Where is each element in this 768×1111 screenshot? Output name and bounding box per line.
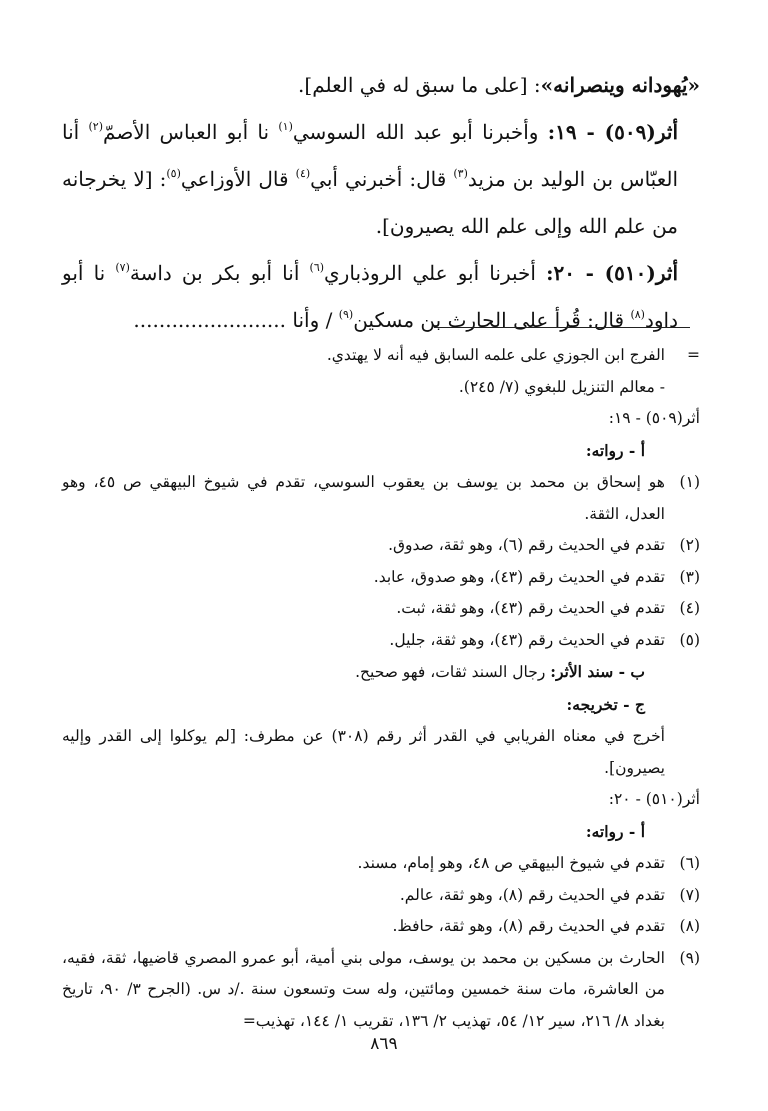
- sanad-label: ب - سند الأثر:: [550, 662, 645, 681]
- footnotes: [62, 340, 700, 1037]
- footnote-ref-4: (٤): [295, 167, 311, 180]
- footnote-item: [62, 593, 700, 625]
- continuation-dots: ........................: [133, 308, 286, 332]
- footnote-number: (٥): [679, 630, 700, 649]
- footnote-text: تقدم في الحديث رقم (٤٣)، وهو ثقة، ثبت.: [396, 599, 665, 617]
- athar-509-heading: أثر(٥٠٩) - ١٩:: [608, 409, 700, 427]
- footnote-text: تقدم في الحديث رقم (٨)، وهو ثقة، حافظ.: [392, 917, 665, 935]
- footnote-continuation: = الفرج ابن الجوزي على علمه السابق فيه أنه لا يهتدي.: [62, 340, 700, 372]
- footnote-text: تقدم في شيوخ البيهقي ص ٤٨، وهو إمام، مسند.: [357, 854, 665, 872]
- footnote-number: (٦): [679, 854, 700, 872]
- footnote-number: (٩): [679, 948, 700, 967]
- athar-509: أثر(٥٠٩) - ١٩: وأخبرنا أبو عبد الله السوسي$^{(١)}$ نا أبو العباس الأصمّ$^{(٢)}$ أنا العبّاس بن الوليد بن مزيد$^{(٣)}$ قال: أخبرني أبي$^{(٤)}$ قال الأوزاعي$^{(٥)}$: [لا يخرجانه من علم الله وإلى علم الله يصيرون].: [62, 120, 679, 238]
- footnote-item: [62, 880, 700, 912]
- footnote-item: [62, 530, 700, 562]
- narrators-heading-510: أ - رواته:: [585, 821, 645, 841]
- footnote-text: تقدم في الحديث رقم (٤٣)، وهو صدوق، عابد.: [373, 567, 665, 586]
- takhrij-text: أخرج في معناه الفريابي في القدر أثر رقم (٣٠٨) عن مطرف: [لم يوكلوا إلى القدر وإليه يصيرون].: [62, 727, 665, 777]
- footnote-item: [62, 625, 700, 657]
- maalim-reference: - معالم التنزيل للبغوي (٧/ ٢٤٥).: [458, 377, 665, 396]
- athar-510-label: أثر(٥١٠) - ٢٠:: [546, 261, 679, 285]
- continuation-mark: =: [687, 346, 700, 364]
- footnote-item: [62, 943, 700, 1038]
- athar-510-heading: أثر(٥١٠) - ٢٠:: [608, 790, 700, 808]
- athar-510: أثر(٥١٠) - ٢٠: أخبرنا أبو علي الروذباري$^{(٦)}$ أنا أبو بكر بن داسة$^{(٧)}$ نا أبو داود$^{(٨)}$ قال: قُرأ على الحارث بن مسكين$^{(٩)}$ / وأنا ........................: [62, 261, 679, 332]
- footnote-item: [62, 467, 700, 530]
- footnote-text: هو إسحاق بن محمد بن يوسف بن يعقوب السوسي، تقدم في شيوخ البيهقي ص ٤٥، وهو العدل، الثقة.: [62, 473, 665, 523]
- narrators-heading-509: أ - رواته:: [585, 440, 645, 460]
- footnote-number: (٨): [679, 917, 700, 935]
- footnote-ref-3: (٣): [453, 167, 468, 180]
- footnote-ref-8: (٨): [630, 308, 645, 321]
- footnote-item: [62, 562, 700, 594]
- page-number: ٨٦٩: [370, 1034, 398, 1054]
- footnote-divider: [434, 327, 690, 328]
- main-text: [62, 62, 700, 344]
- footnote-ref-7: (٧): [115, 261, 130, 274]
- footnote-number: (٣): [679, 567, 700, 586]
- footnote-text: تقدم في الحديث رقم (٦)، وهو ثقة، صدوق.: [388, 536, 665, 554]
- footnote-text: تقدم في الحديث رقم (٤٣)، وهو ثقة، جليل.: [389, 630, 665, 649]
- sanad-line: ب - سند الأثر: رجال السند ثقات، فهو صحيح.: [355, 662, 645, 681]
- hadith-phrase: «يُهودانه وينصرانه»: [540, 73, 700, 97]
- footnote-number: (٢): [679, 536, 700, 554]
- footnote-ref-6: (٦): [309, 261, 325, 274]
- footnote-number: (٤): [679, 599, 700, 617]
- athar-509-label: أثر(٥٠٩) - ١٩:: [547, 120, 678, 144]
- footnote-item: [62, 848, 700, 880]
- footnote-text: تقدم في الحديث رقم (٨)، وهو ثقة، عالم.: [399, 885, 665, 904]
- footnote-number: (٧): [679, 885, 700, 904]
- footnote-number: (١): [679, 473, 700, 491]
- footnote-ref-5: (٥): [166, 167, 181, 180]
- footnote-item: [62, 911, 700, 943]
- hadith-phrase-comment: : [على ما سبق له في العلم].: [298, 73, 541, 97]
- footnote-ref-1: (١): [278, 120, 293, 133]
- footnote-text: الحارث بن مسكين بن محمد بن يوسف، مولى بني أمية، أبو عمرو المصري قاضيها، ثقة، فقيه، من العاشرة، مات سنة خمسين ومائتين، وله ست وتسعون سنة ./د س. (الجرح ٣/ ٩٠، تاريخ بغداد ٨/ ٢١٦، سير ١٢/ ٥٤، تهذيب ٢/ ١٣٦، تقريب ١/ ١٤٤، تهذيب=: [62, 948, 665, 1030]
- footnotes-group-a: [62, 467, 700, 656]
- footnotes-group-b: [62, 848, 700, 1037]
- footnote-ref-2: (٢): [88, 120, 104, 133]
- takhrij-heading: ج - تخريجه:: [566, 694, 645, 714]
- footnote-ref-9: (٩): [338, 308, 354, 321]
- main-line-1: [62, 62, 700, 109]
